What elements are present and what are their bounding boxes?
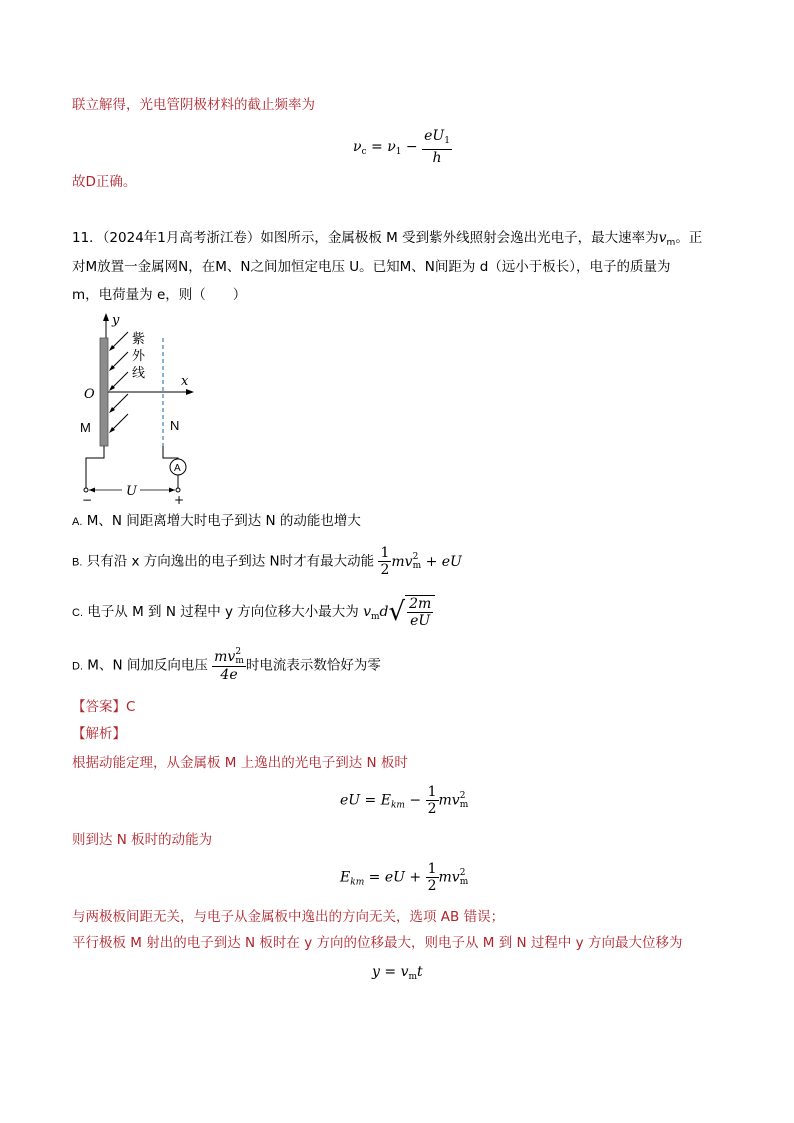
y-axis-label: y [112, 313, 120, 328]
option-D[interactable]: D. M、N 间加反向电压 mv 2 m 4e 时电流表示数恰好为零 [72, 647, 381, 683]
wire-right-top [163, 446, 178, 459]
analysis-line-1: 根据动能定理，从金属板 M 上逸出的光电子到达 N 板时 [72, 755, 408, 771]
option-A[interactable]: A. M、N 间距离增大时电子到达 N 的动能也增大 [72, 513, 361, 529]
uv-label-2: 外 [132, 349, 146, 364]
wire-left [86, 446, 104, 490]
metal-plate-M [100, 338, 108, 446]
conclusion-text: 故D正确。 [72, 174, 137, 190]
uv-label-3: 线 [132, 366, 146, 381]
y-axis-arrow [103, 313, 109, 321]
option-C[interactable]: C. 电子从 M 到 N 过程中 y 方向位移大小最大为 $v_md$ √ $\frac{2m}{eU}$ [72, 595, 435, 629]
voltage-label: U [126, 484, 137, 499]
ammeter-label: A [174, 463, 181, 474]
question-line-3: m，电荷量为 e，则（ ） [72, 287, 247, 303]
analysis-title: 【解析】 [72, 726, 126, 742]
displacement-formula: $y = v_mt$ [372, 964, 423, 982]
answer-label: 【答案】C [72, 699, 136, 715]
option-B[interactable]: B. 只有沿 x 方向逸出的电子到达 N时才有最大动能 $\frac{1}{2}$ mv 2 m + eU [72, 545, 462, 578]
origin-label: O [84, 387, 95, 402]
uv-label-1: 紫 [132, 332, 146, 347]
positive-sign: + [174, 493, 185, 506]
analysis-line-2: 则到达 N 板时的动能为 [72, 832, 213, 848]
x-axis-label: x [181, 374, 189, 389]
analysis-line-4: 平行极板 M 射出的电子到达 N 板时在 y 方向的位移最大，则电子从 M 到 N 过程中 y 方向最大位移为 [72, 935, 683, 951]
x-axis-arrow [186, 389, 194, 395]
kinetic-energy-theorem-formula: eU = $E_{km}$ − $\frac{1}{2}$ mv 2 m [340, 784, 469, 817]
solution-text: 联立解得，光电管阴极材料的截止频率为 [72, 97, 315, 113]
analysis-line-3: 与两极板间距无关，与电子从金属板中逸出的方向无关，选项 AB 错误； [72, 909, 505, 925]
photoelectric-diagram [70, 310, 200, 506]
terminal-negative [84, 488, 88, 492]
question-line-1: 11．（2024年1月高考浙江卷）如图所示，金属极板 M 受到紫外线照射会逸出光电子，最大速率为$v_m$。正 [72, 230, 703, 248]
uv-ray-heads [109, 345, 115, 433]
terminal-positive [176, 488, 180, 492]
plate-M-label: M [80, 420, 91, 435]
cutoff-frequency-formula: $\nu_c = \nu_1$ − $\frac{eU_1}{h}$ [353, 128, 450, 166]
kinetic-energy-formula: $E_{km}$ = eU + $\frac{1}{2}$ mv 2 m [340, 861, 469, 894]
question-line-2: 对M放置一金属网N，在M、N之间加恒定电压 U。已知M、N间距为 d（远小于板长），电子的质量为 [72, 259, 671, 275]
mesh-N-label: N [170, 418, 180, 433]
negative-sign: − [82, 493, 93, 506]
